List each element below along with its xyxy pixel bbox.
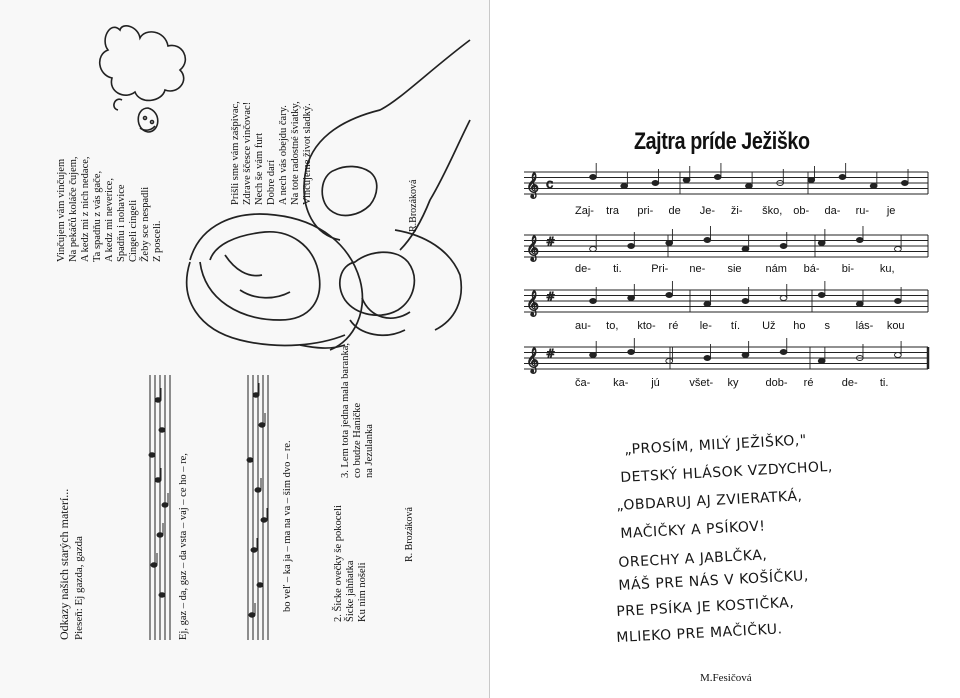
lyric-syllable: ru- [855, 205, 870, 217]
lyric-syllable: bi- [841, 263, 854, 275]
lyric-syllable: ti. [613, 263, 622, 275]
lyric-syllable: ži- [730, 205, 743, 217]
lyric-syllable: ča- [575, 377, 591, 389]
poem-line: Zdrave ščesce vinčovac! [242, 101, 253, 205]
lyric-syllable: kou [886, 320, 905, 332]
right-author: M.Fesičová [700, 672, 752, 684]
lyric-syllable: sie [727, 263, 742, 275]
lyric-syllable: ré [668, 320, 679, 332]
lyric-syllable: le- [699, 320, 712, 332]
handwritten-line: PRE PSÍKA JE KOSTIČKA, [616, 594, 795, 620]
lyric-syllable: ne- [689, 263, 706, 275]
verse-line: Šicke jahňatka [345, 560, 356, 622]
lyric-syllable: pri- [637, 205, 654, 217]
time-signature: c [546, 177, 554, 192]
section-header [56, 489, 86, 640]
lyric-syllable: Zaj- [575, 205, 594, 217]
treble-clef-icon: 𝄞 [526, 173, 540, 198]
lyric-syllable: to, [606, 320, 619, 332]
lyric-syllable: au- [575, 320, 591, 332]
sharp-key-signature: # [546, 347, 556, 360]
lyric-line: Ej, gaz – da, gaz – da vsta – vaj – ce ho – re, [178, 453, 189, 640]
lyric-syllable: bá- [803, 263, 820, 275]
treble-clef-icon: 𝄞 [526, 348, 540, 373]
poem-line: Vinčujeme život sladký. [302, 103, 313, 205]
handwritten-line: DETSKÝ HLÁSOK VZDYCHOL, [620, 458, 834, 486]
lyric-syllable: Je- [699, 205, 715, 217]
lyric-syllable: de- [575, 263, 591, 275]
sharp-key-signature: # [546, 235, 556, 248]
sharp-key-signature: # [546, 290, 556, 303]
cloud-bird-drawing [100, 26, 186, 132]
lyric-syllable: je [886, 205, 896, 217]
lyric-syllable: tra [606, 205, 620, 217]
verse-line: co budze Haničke [352, 402, 363, 478]
verse-2 [333, 505, 369, 622]
poem-line: A kedz mi z nich nedace, [80, 156, 91, 262]
lyric-syllable: lás- [855, 320, 874, 332]
handwritten-line: „OBDARUJ AJ ZVIERATKÁ, [616, 488, 803, 514]
poem-line: Žeby sce nespadli [140, 186, 151, 262]
poem-line: Vinčujem vám vinčujem [56, 158, 67, 262]
lyric-syllable: ho [793, 320, 806, 332]
lyric-syllable: ti. [879, 377, 889, 389]
poem-line: Spadňu i nohavice [116, 184, 127, 262]
poem-line: A kedz mi neverice, [104, 178, 115, 262]
lyric-syllable: de- [841, 377, 858, 389]
music-lyrics-1 [178, 453, 190, 640]
treble-clef-icon: 𝄞 [526, 291, 540, 316]
music-lyrics-2 [282, 440, 294, 612]
author-name: R.Brozáková [408, 179, 419, 232]
lyric-syllable: Už [762, 320, 776, 332]
verse-line: 2. Šicke ovečky še pokoceli [333, 505, 344, 622]
poem-line: Cingeli cingeli [128, 199, 139, 262]
verse-line: na Jezulanka [364, 424, 375, 478]
lyric-syllable: ky [727, 377, 739, 389]
song-title: Zajtra príde Ježiško [634, 128, 810, 155]
left-author [404, 507, 416, 562]
poem-line: Ta spadňu z vás gače, [92, 170, 103, 262]
lyric-syllable: Pri- [651, 263, 669, 275]
verse-line: Ku nim nošeli [357, 562, 368, 622]
lyric-syllable: ka- [613, 377, 629, 389]
lyric-syllable: ku, [879, 263, 895, 275]
song-subtitle: Pieseň: Ej gazda, gazda [73, 536, 85, 640]
poem-line: Dobre darí [266, 159, 277, 205]
lyric-syllable: kto- [637, 320, 656, 332]
poem2-author [408, 180, 420, 233]
poem-line: Na pekáčů koláče čujem, [68, 156, 79, 262]
right-page [490, 0, 960, 698]
music-staff-left-1 [150, 375, 170, 640]
poem-line: Z posceli. [152, 220, 163, 262]
poem-prisli-sme [230, 101, 314, 205]
lyric-syllable: ob- [793, 205, 810, 217]
treble-clef-icon: 𝄞 [526, 236, 540, 261]
lyric-syllable: ré [803, 377, 814, 389]
lyric-syllable: da- [824, 205, 841, 217]
lyric-syllable: tí. [730, 320, 741, 332]
handwritten-line: „PROSÍM, MILÝ JEŽIŠKO," [624, 432, 808, 458]
handwritten-line: MLIEKO PRE MAČIČKU. [616, 621, 783, 646]
section-title: Odkazy našich starých materí... [57, 488, 71, 640]
handwritten-line: MAČIČKY A PSÍKOV! [620, 518, 766, 542]
poem-line: Na tote radostné šviatky, [290, 101, 301, 205]
poem-vincujem [56, 156, 164, 262]
poem-line: Nech še vám furt [254, 132, 265, 205]
lyric-line: bo veľ – ka ja – ma na va – šim dvo – re. [282, 440, 293, 612]
verse-line: 3. Lem tota jedna mala baranka, [340, 343, 351, 478]
poem-line: A nech vás obejdu čary. [278, 105, 289, 205]
lyric-syllable: všet- [689, 377, 714, 389]
lyric-syllable: s [824, 320, 830, 332]
poem-line: Prišli sme vám zašpivac, [230, 101, 241, 205]
lyric-syllable: ško, [762, 205, 783, 217]
handwritten-line: MÁŠ PRE NÁS V KOŠÍČKU, [618, 568, 810, 594]
lyric-syllable: nám [765, 263, 787, 275]
lyric-syllable: de [668, 205, 681, 217]
author-name: R. Brozáková [404, 507, 415, 562]
music-notes-left-2 [247, 383, 267, 617]
verse-3 [340, 343, 376, 478]
lyric-syllable: dob- [765, 377, 788, 389]
lyric-syllable: jú [651, 377, 660, 389]
handwritten-line: ORECHY A JABLČKA, [618, 547, 768, 571]
